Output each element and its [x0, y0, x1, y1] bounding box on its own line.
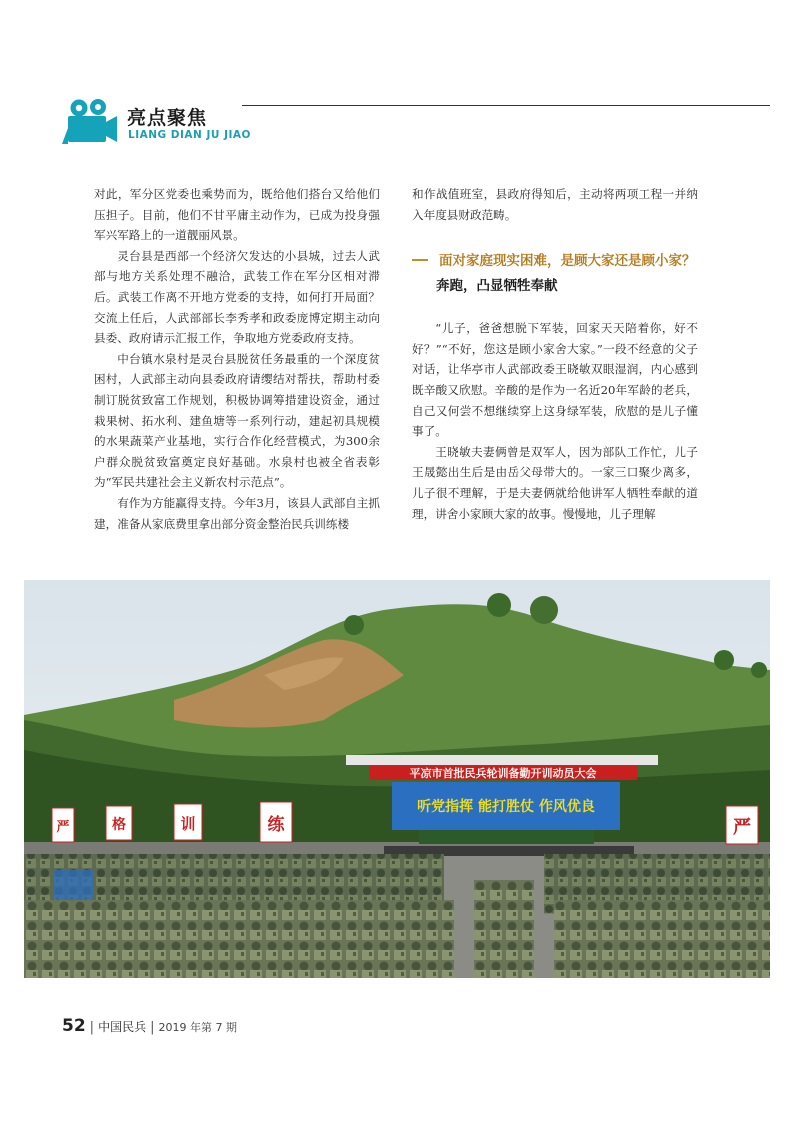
page-footer: 52 | 中国民兵 | 2019 年第 7 期 — [62, 1016, 237, 1036]
stage-slogan: 听党指挥 能打胜仗 作风优良 — [417, 799, 595, 815]
stage-banner: 平凉市首批民兵轮训备勤开训动员大会 — [409, 767, 597, 780]
mobilization-photo — [24, 580, 770, 978]
paragraph: “儿子，爸爸想脱下军装，回家天天陪着你，好不好？”“不好，您这是顾小家舍大家。”一段不经意的父子对话，让华亭市人武部政委王晓敏双眼湿润，内心感到既辛酸又欣慰。辛酸的是作为一名近20年军龄的老兵，自己又何尝不想继续穿上这身绿军装，欣慰的是儿子懂事了。 — [412, 321, 698, 439]
sign-1: 严 — [56, 820, 70, 835]
paragraph: 和作战值班室，县政府得知后，主动将两项工程一并纳入年度县财政范畴。 — [412, 187, 698, 222]
header-rule — [242, 105, 770, 106]
sign-5: 严 — [733, 817, 751, 838]
sign-4: 练 — [267, 815, 285, 835]
paragraph: 王晓敏夫妻俩曾是双军人，因为部队工作忙，儿子王晟懿出生后是由岳父母带大的。一家三口聚少离多，儿子很不理解，于是夫妻俩就给他讲军人牺牲奉献的道理，讲舍小家顾大家的故事。慢慢地，儿子理解 — [412, 444, 698, 521]
sign-2: 格 — [112, 817, 126, 833]
right-column — [412, 184, 698, 524]
issue-label: 2019 年第 7 期 — [158, 1021, 237, 1034]
section-title: 亮点聚焦 — [127, 107, 208, 129]
left-column — [94, 184, 380, 534]
paragraph: 灵台县是西部一个经济欠发达的小县城，过去人武部与地方关系处理不融洽，武装工作在军分区相对滞后。武装工作离不开地方党委的支持，如何打开局面？交流上任后，人武部部长李秀孝和政委庞博定期主动向县委、政府请示汇报工作，争取地方党委政府支持。 — [94, 248, 380, 346]
section-subtitle: LIANG DIAN JU JIAO — [128, 129, 251, 141]
magazine-name: 中国民兵 — [98, 1020, 147, 1034]
paragraph: 对此，军分区党委也乘势而为，既给他们搭台又给他们压担子。目前，他们不甘平庸主动作为，已成为投身强军兴军路上的一道靓丽风景。 — [94, 187, 380, 243]
sign-3: 训 — [180, 815, 196, 833]
page-number: 52 — [62, 1016, 86, 1036]
section-heading-subtitle: 奔跑，凸显牺牲奉献 — [436, 278, 558, 295]
camera-icon — [62, 98, 118, 144]
section-heading — [412, 251, 698, 271]
heading-bar — [412, 259, 428, 261]
section-heading-title: 面对家庭现实困难，是顾大家还是顾小家？ — [439, 253, 696, 270]
paragraph: 有作为方能赢得支持。今年3月，该县人武部自主抓建，准备从家底费里拿出部分资金整治民兵训练楼 — [94, 495, 380, 531]
paragraph: 中台镇水泉村是灵台县脱贫任务最重的一个深度贫困村，人武部主动向县委政府请缨结对帮扶，帮助村委制订脱贫致富工作规划，积极协调筹措建设资金，通过栽果树、拓水利、建鱼塘等一系列行动，建起初具规模的水果蔬菜产业基地，实行合作化经营模式，为300余户群众脱贫致富奠定良好基础。水泉村也被全省表彰为“军民共建社会主义新农村示范点”。 — [94, 351, 380, 490]
